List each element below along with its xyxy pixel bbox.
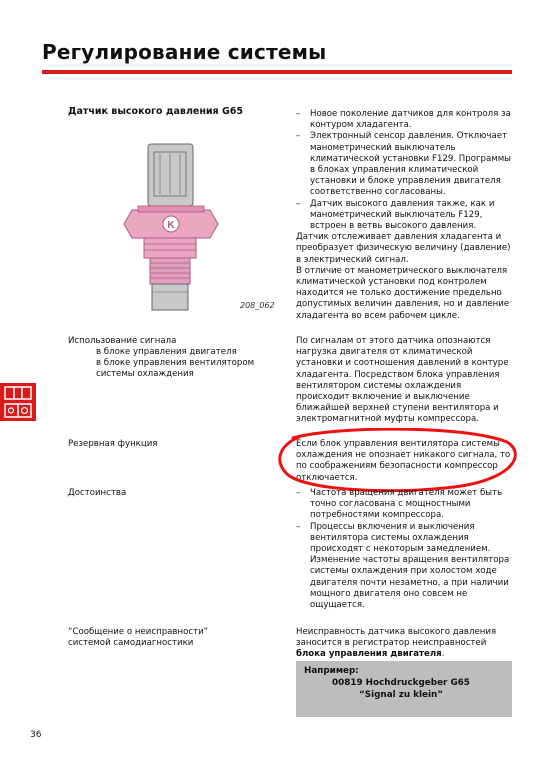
advantage-bullet: – Процессы включения и выключения вентилятора системы охлаждения происходят с некоторым замедлением. — [296, 522, 516, 556]
sensor-heading: Датчик высокого давления G65 — [68, 106, 243, 117]
backup-label: Резервная функция — [68, 439, 158, 449]
page-number: 36 — [30, 730, 42, 740]
backup-text: Если блок управления вентилятора системы охлаждения не опознает никакого сигнала, то по соображениям безопасности компрессор отключается. — [296, 439, 511, 483]
advantages-label: Достоинства — [68, 488, 127, 498]
red-hand-drawn-circle — [275, 428, 520, 492]
title-rule — [42, 70, 512, 74]
figure-label: 208_062 — [240, 301, 275, 310]
advantage-note: Изменение частоты вращения вентилятора системы охлаждения при холостом ходе двигателя почти незаметно, а при наличии мощного двигателя оно совсем не ощущается. — [310, 555, 510, 611]
sensor-bullet: – Электронный сенсор давления. Отключает манометрический выключатель климатической установки F129. Программы в блоках управления климатической установки и блоке управления двигателя соответственно согласованы. — [296, 131, 516, 198]
sensor-bullet: – Датчик высокого давления также, как и манометрический выключатель F129, встроен в ветвь высокого давления. — [296, 199, 516, 233]
advantage-bullet: – Частота вращения двигателя может быть точно согласована с мощностными потребностями компрессора. — [296, 488, 516, 522]
advantages-text — [296, 488, 516, 611]
sensor-paragraph: Датчик отслеживает давления хладагента и преобразует физическую величину (давление) в электрический сигнал. — [296, 232, 511, 265]
example-box — [296, 661, 512, 717]
sensor-description — [296, 109, 516, 322]
signal-text: По сигналам от этого датчика опознаются нагрузка двигателя от климатической установки и соотношения давлений в контуре хладагента. Посредством блока управления вентилятором системы охлаждения происходит включение и выключение ближайшей верхней ступени вентилятора и электромагнитной муфты компрессора. — [296, 336, 509, 425]
sensor-illustration — [118, 140, 268, 315]
example-message: “Signal zu klein” — [359, 690, 444, 700]
example-heading: Например: — [304, 666, 359, 676]
svg-text:K: K — [167, 220, 175, 231]
signal-label: Использование сигнала в блоке управления двигателя в блоке управления вентилятором системы охлаждения — [68, 336, 255, 379]
tip-logo — [0, 383, 36, 421]
diagnostics-text: Неисправность датчика высокого давления заносится в регистратор неисправностей блока управления двигателя. — [296, 627, 497, 660]
example-code: 00819 Hochdruckgeber G65 — [332, 678, 470, 688]
sensor-bullet: – Новое поколение датчиков для контроля за контуром хладагента. — [296, 109, 516, 131]
sensor-paragraph: В отличие от манометрического выключателя климатической установки под контролем находится не только достижение предельно допустимых величин давления, но и давление хладагента во всем рабочем цикле. — [296, 265, 510, 321]
page-title: Регулирование системы — [42, 40, 327, 64]
diagnostics-label: “Сообщение о неисправности” системой самодиагностики — [68, 627, 209, 648]
